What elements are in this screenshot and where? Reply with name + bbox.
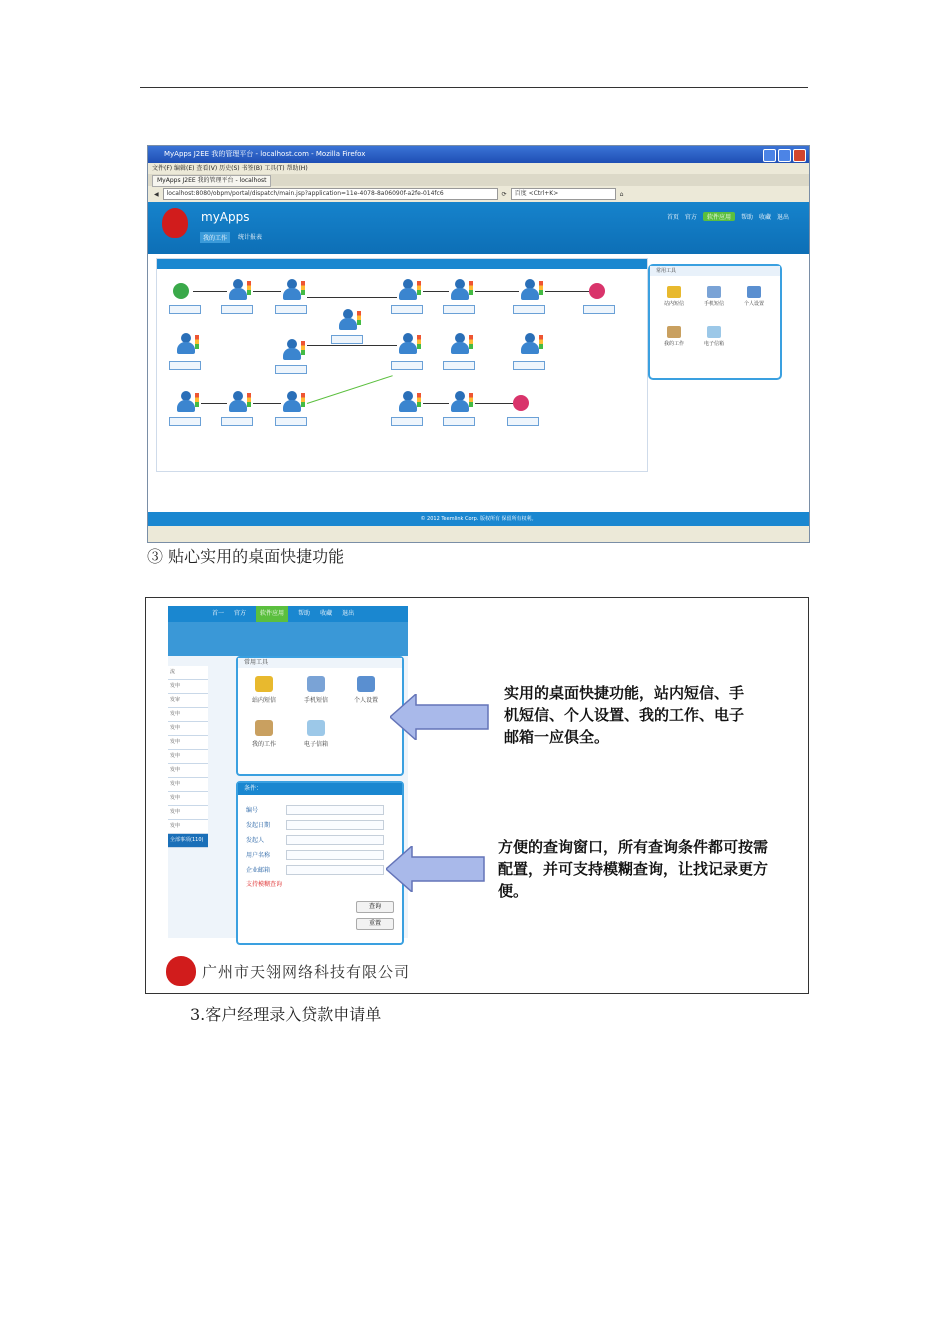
top-nav-item[interactable]: 帮助	[740, 214, 753, 221]
message-icon	[255, 676, 273, 692]
list-item[interactable]: 发申	[168, 764, 208, 778]
list-item[interactable]: 发申	[168, 792, 208, 806]
start-node-icon	[173, 283, 189, 299]
tool-inbox-message[interactable]: 站内短信	[244, 676, 284, 704]
callout-query: 方便的查询窗口，所有查询条件都可按需配置，并可支持模糊查询，让找记录更方便。	[498, 838, 769, 900]
user-node-icon	[227, 279, 251, 303]
tool-sms[interactable]: 手机短信	[296, 676, 336, 704]
user-node-icon	[337, 309, 361, 333]
message-icon	[667, 286, 681, 298]
app-top-nav	[667, 212, 789, 221]
query-panel	[236, 781, 404, 945]
reset-button[interactable]: 重置	[356, 918, 394, 930]
user-node-icon	[397, 279, 421, 303]
maximize-icon[interactable]	[778, 149, 791, 162]
user-node-icon	[227, 391, 251, 415]
workflow-diagram	[156, 258, 648, 472]
app-footer: © 2012 Teemlink Corp. 版权所有 保留所有权利。	[148, 512, 809, 526]
list-item[interactable]: 发申	[168, 820, 208, 834]
user-node-icon	[175, 391, 199, 415]
query-input[interactable]	[286, 850, 384, 860]
company-logo	[166, 956, 196, 986]
left-list	[168, 666, 208, 843]
phone-icon	[307, 676, 325, 692]
tool-settings[interactable]: 个人设置	[734, 286, 774, 307]
feature-callout-figure	[145, 597, 809, 994]
mini-tools-title: 常用工具	[238, 658, 402, 668]
user-node-icon	[397, 333, 421, 357]
user-node-icon	[281, 339, 305, 363]
mini-tools-panel	[236, 656, 404, 776]
reload-icon[interactable]: ⟳	[501, 190, 507, 198]
query-input[interactable]	[286, 805, 384, 815]
browser-tab[interactable]: MyApps J2EE 我的管理平台 - localhost	[152, 175, 271, 187]
list-item[interactable]: 发申	[168, 680, 208, 694]
query-label: 发起人	[246, 837, 265, 844]
tab-reports[interactable]: 统计报表	[238, 234, 263, 241]
email-icon	[707, 326, 721, 338]
user-node-icon	[175, 333, 199, 357]
window-title: MyApps J2EE 我的管理平台 - localhost.com - Mozilla Firefox	[164, 150, 366, 158]
list-item[interactable]: 发申	[168, 750, 208, 764]
mini-nav-item[interactable]: 帮助	[298, 610, 311, 617]
query-label: 发起日期	[246, 822, 271, 829]
status-bar	[148, 526, 809, 542]
mini-nav	[168, 606, 408, 622]
close-icon[interactable]	[793, 149, 806, 162]
caption-loan-application: 3.客户经理录入贷款申请单	[190, 1005, 382, 1024]
user-node-icon	[519, 333, 543, 357]
mini-app-screenshot	[168, 606, 408, 938]
top-nav-item[interactable]: 收藏	[758, 214, 771, 221]
list-item[interactable]: 发申	[168, 778, 208, 792]
user-node-icon	[281, 279, 305, 303]
list-item[interactable]: 流	[168, 666, 208, 680]
mini-nav-item[interactable]: 官方	[234, 610, 247, 617]
mini-nav-item[interactable]: 首一	[212, 610, 225, 617]
mini-nav-item[interactable]: 退出	[342, 610, 355, 617]
user-node-icon	[397, 391, 421, 415]
query-input[interactable]	[286, 835, 384, 845]
documents-icon	[667, 326, 681, 338]
menu-bar[interactable]: 文件(F) 编辑(E) 查看(V) 历史(S) 书签(B) 工具(T) 帮助(H)	[148, 163, 809, 174]
tool-sms[interactable]: 手机短信	[694, 286, 734, 307]
tool-email[interactable]: 电子信箱	[296, 720, 336, 748]
list-item[interactable]: 发申	[168, 708, 208, 722]
query-title: 条件：	[238, 783, 402, 795]
query-label: 用户名称	[246, 852, 271, 859]
list-item-selected[interactable]: 全部事项(110)	[168, 834, 208, 848]
header-rule	[140, 87, 808, 88]
navigation-bar	[148, 186, 809, 202]
minimize-icon[interactable]	[763, 149, 776, 162]
browser-screenshot	[147, 145, 810, 543]
query-input[interactable]	[286, 865, 384, 875]
list-item[interactable]: 发申	[168, 736, 208, 750]
top-nav-item[interactable]: 退出	[776, 214, 789, 221]
app-name: myApps	[201, 210, 250, 224]
tool-my-work[interactable]: 我的工作	[244, 720, 284, 748]
url-field[interactable]: localhost:8080/obpm/portal/dispatch/main.jsp?application=11e-4078-8a06090f-a2fe-014fc6	[163, 188, 498, 200]
end-node-icon	[513, 395, 529, 411]
user-node-icon	[449, 333, 473, 357]
callout-arrow-icon	[390, 694, 490, 740]
company-name: 广州市天翎网络科技有限公司	[202, 962, 411, 981]
tool-email[interactable]: 电子信箱	[694, 326, 734, 347]
search-field[interactable]: 百度 <Ctrl+K>	[511, 188, 616, 200]
list-item[interactable]: 发申	[168, 806, 208, 820]
callout-arrow-icon	[386, 846, 486, 892]
user-settings-icon	[747, 286, 761, 298]
user-node-icon	[449, 279, 473, 303]
query-label: 编号	[246, 807, 259, 814]
user-node-icon	[519, 279, 543, 303]
app-logo	[162, 208, 188, 238]
query-hint: 支持模糊查询	[246, 881, 283, 888]
user-settings-icon	[357, 676, 375, 692]
app-main	[148, 254, 809, 512]
user-node-icon	[281, 391, 305, 415]
query-label: 企业邮箱	[246, 867, 271, 874]
tool-inbox-message[interactable]: 站内短信	[654, 286, 694, 307]
tools-title: 常用工具	[650, 266, 780, 276]
user-node-icon	[449, 391, 473, 415]
list-item[interactable]: 发审	[168, 694, 208, 708]
query-button[interactable]: 查询	[356, 901, 394, 913]
back-icon[interactable]: ◀	[154, 190, 159, 198]
callout-shortcuts: 实用的桌面快捷功能，站内短信、手机短信、个人设置、我的工作、电子邮箱一应俱全。	[504, 684, 745, 746]
tab-bar	[148, 174, 809, 186]
window-titlebar	[148, 146, 809, 163]
app-tabs	[200, 232, 262, 243]
company-branding	[166, 956, 410, 986]
phone-icon	[707, 286, 721, 298]
top-nav-item[interactable]: 官方	[684, 214, 697, 221]
end-node-icon	[589, 283, 605, 299]
tools-panel	[648, 264, 782, 380]
tool-settings[interactable]: 个人设置	[346, 676, 386, 704]
list-item[interactable]: 发申	[168, 722, 208, 736]
app-header	[148, 202, 809, 254]
tab-my-work[interactable]: 我的工作	[200, 232, 230, 243]
email-icon	[307, 720, 325, 736]
home-icon[interactable]: ⌂	[619, 190, 624, 198]
query-date-input[interactable]	[286, 820, 384, 830]
documents-icon	[255, 720, 273, 736]
mini-nav-item[interactable]: 收藏	[320, 610, 333, 617]
mini-nav-item-active[interactable]: 软件应用	[256, 606, 288, 622]
top-nav-item-active[interactable]: 软件应用	[703, 212, 735, 221]
caption-desktop-shortcuts: ③ 贴心实用的桌面快捷功能	[147, 547, 345, 566]
tool-my-work[interactable]: 我的工作	[654, 326, 694, 347]
top-nav-item[interactable]: 首页	[666, 214, 679, 221]
